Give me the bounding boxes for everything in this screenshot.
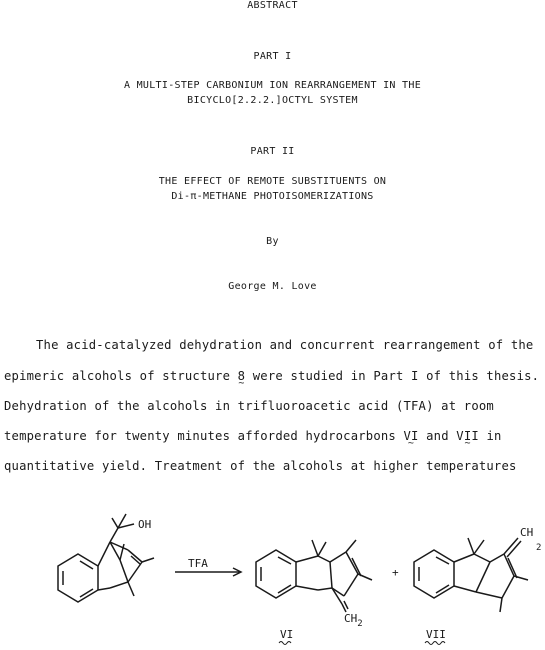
compound-label-vii: VII	[426, 628, 446, 641]
part2-title-line2: Di-π-METHANE PHOTOISOMERIZATIONS	[171, 191, 374, 202]
ch2-label-vi	[344, 612, 363, 629]
body-line-4-text-b: in	[486, 429, 502, 443]
body-line-5	[4, 459, 517, 473]
by-line: By	[266, 236, 279, 247]
abstract-heading: ABSTRACT	[247, 0, 298, 11]
ch2-label-vii-text: CH	[520, 526, 534, 539]
part2-label: PART II	[250, 146, 295, 157]
body-line-1-text: The acid-catalyzed dehydration and concurrent rearrangement of the	[36, 338, 534, 352]
compound-label-vii-underline	[425, 642, 445, 645]
body-line-5-text: quantitative yield. Treatment of the alcohols at higher temperatures	[4, 459, 517, 473]
compound-label-vi-underline	[279, 642, 291, 645]
part1-title-line2: BICYCLO[2.2.2.]OCTYL SYSTEM	[187, 95, 358, 106]
structure-ref-vii: VII ~	[456, 429, 479, 443]
body-line-1	[36, 338, 533, 352]
reaction-scheme	[0, 500, 545, 650]
ch2-label-vii	[520, 526, 541, 553]
part1-label: PART I	[253, 51, 292, 62]
structure-ref-vi: VI ~	[404, 429, 419, 443]
product-vii-structure	[414, 538, 528, 612]
body-line-4-and: and	[426, 429, 449, 443]
ch2-label-vii-sub: 2	[536, 543, 542, 553]
compound-label-vi: VI	[280, 628, 294, 641]
body-line-4-text-a: temperature for twenty minutes afforded hydrocarbons	[4, 429, 396, 443]
author-name: George M. Love	[228, 281, 317, 292]
ch2-label-vi-text: CH	[344, 612, 358, 625]
oh-label: OH	[138, 518, 152, 531]
body-line-2-text-b: were studied in Part I of this thesis.	[252, 369, 540, 383]
product-vi-structure	[256, 540, 372, 612]
ch2-label-vi-sub: 2	[357, 619, 363, 629]
body-line-2	[4, 369, 539, 383]
body-line-3-text: Dehydration of the alcohols in trifluoroacetic acid (TFA) at room	[4, 399, 494, 413]
plus-sign: +	[392, 566, 399, 579]
body-line-3	[4, 399, 494, 413]
part1-title-line1: A MULTI-STEP CARBONIUM ION REARRANGEMENT IN THE	[123, 80, 422, 91]
reaction-arrow	[175, 568, 241, 576]
reagent-label: TFA	[188, 557, 208, 570]
part2-title-line1: THE EFFECT OF REMOTE SUBSTITUENTS ON	[158, 176, 387, 187]
structure-ref-8: 8 ~	[238, 369, 246, 383]
body-line-2-text-a: epimeric alcohols of structure	[4, 369, 231, 383]
body-line-4	[4, 429, 502, 443]
